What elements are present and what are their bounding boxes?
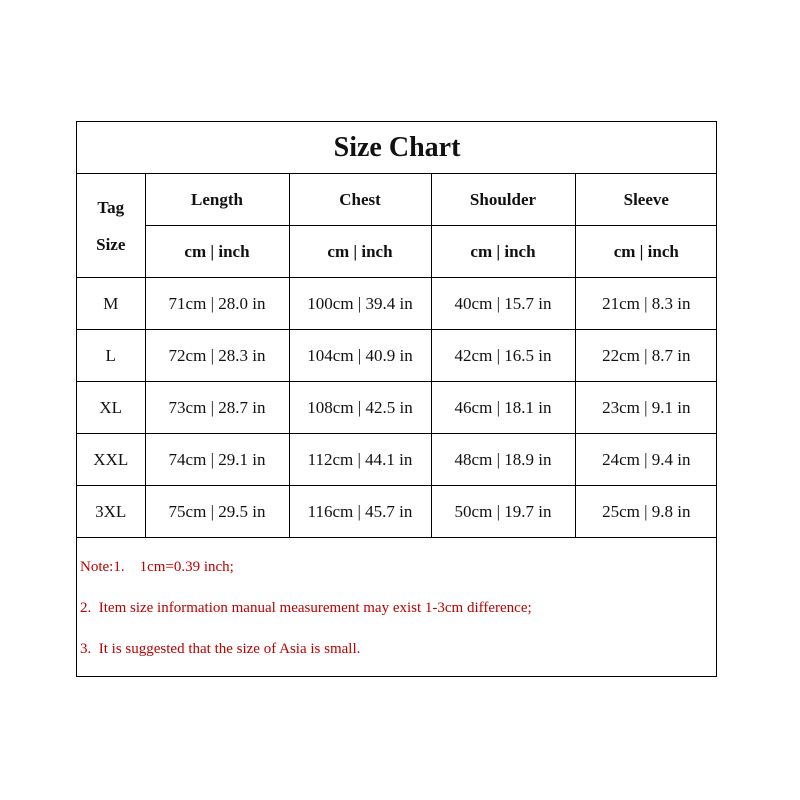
sleeve-value: 24cm | 9.4 in <box>575 434 717 486</box>
unit-sleeve: cm | inch <box>575 226 717 278</box>
size-table <box>77 122 717 538</box>
column-header-length: Length <box>145 174 289 226</box>
size-label: M <box>77 278 145 330</box>
chest-value: 104cm | 40.9 in <box>289 330 431 382</box>
header-row <box>77 174 717 226</box>
length-value: 71cm | 28.0 in <box>145 278 289 330</box>
length-value: 72cm | 28.3 in <box>145 330 289 382</box>
shoulder-value: 40cm | 15.7 in <box>431 278 575 330</box>
title-row <box>77 122 717 174</box>
column-header-shoulder: Shoulder <box>431 174 575 226</box>
table-row <box>77 330 717 382</box>
tag-header-line1: Tag <box>97 197 125 217</box>
length-value: 74cm | 29.1 in <box>145 434 289 486</box>
shoulder-value: 42cm | 16.5 in <box>431 330 575 382</box>
column-header-sleeve: Sleeve <box>575 174 717 226</box>
length-value: 73cm | 28.7 in <box>145 382 289 434</box>
note-line: 2. Item size information manual measurement may exist 1-3cm difference; <box>80 600 532 616</box>
chest-value: 112cm | 44.1 in <box>289 434 431 486</box>
size-chart <box>76 121 717 677</box>
table-row <box>77 486 717 538</box>
note-line: 3. It is suggested that the size of Asia is small. <box>80 641 361 657</box>
tag-header-line2: Size <box>96 234 126 254</box>
chest-value: 116cm | 45.7 in <box>289 486 431 538</box>
chest-value: 100cm | 39.4 in <box>289 278 431 330</box>
shoulder-value: 46cm | 18.1 in <box>431 382 575 434</box>
column-header-chest: Chest <box>289 174 431 226</box>
table-row <box>77 382 717 434</box>
sleeve-value: 25cm | 9.8 in <box>575 486 717 538</box>
unit-length: cm | inch <box>145 226 289 278</box>
note-line: Note:1. 1cm=0.39 inch; <box>80 559 234 575</box>
sleeve-value: 21cm | 8.3 in <box>575 278 717 330</box>
table-row <box>77 278 717 330</box>
tag-size-header <box>77 174 145 278</box>
length-value: 75cm | 29.5 in <box>145 486 289 538</box>
unit-chest: cm | inch <box>289 226 431 278</box>
size-label: L <box>77 330 145 382</box>
chest-value: 108cm | 42.5 in <box>289 382 431 434</box>
sleeve-value: 23cm | 9.1 in <box>575 382 717 434</box>
size-label: XL <box>77 382 145 434</box>
unit-shoulder: cm | inch <box>431 226 575 278</box>
table-row <box>77 434 717 486</box>
shoulder-value: 48cm | 18.9 in <box>431 434 575 486</box>
shoulder-value: 50cm | 19.7 in <box>431 486 575 538</box>
notes-section <box>77 538 717 675</box>
sleeve-value: 22cm | 8.7 in <box>575 330 717 382</box>
unit-row <box>77 226 717 278</box>
chart-title: Size Chart <box>77 122 717 174</box>
size-label: 3XL <box>77 486 145 538</box>
size-label: XXL <box>77 434 145 486</box>
